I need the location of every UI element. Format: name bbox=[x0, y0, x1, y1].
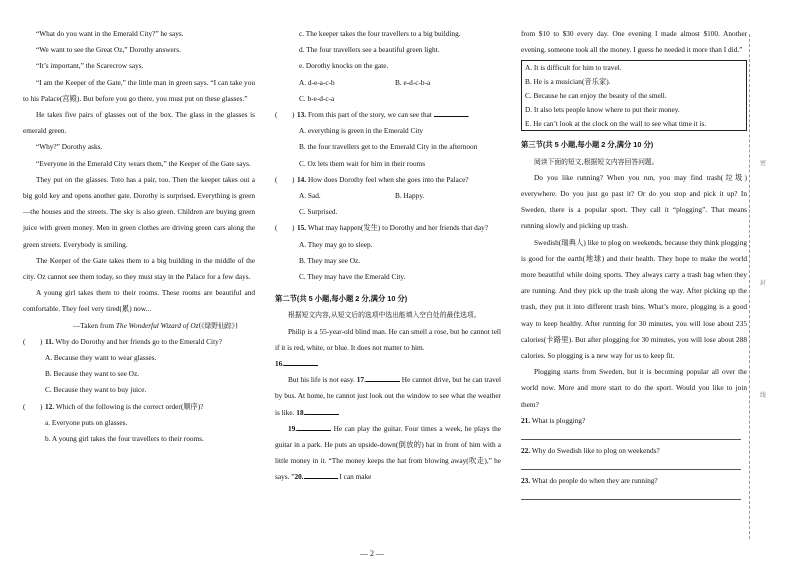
answer-paren[interactable]: ( ) bbox=[23, 401, 43, 411]
passage-paragraph: But his life is not easy. 17. He cannot drive, but he can travel by bus. At home, he cannot just look out the window to see what the weather is like. 18. bbox=[275, 375, 501, 417]
option: C. Because they want to buy juice. bbox=[45, 385, 147, 395]
question-15: ( ) 15. What may happen(发生) to Dorothy and her friends that day? bbox=[275, 220, 501, 236]
option: a. Everyone puts on glasses. bbox=[45, 417, 128, 427]
answer-blank[interactable] bbox=[297, 422, 331, 431]
option: b. A young girl takes the four travellers to their rooms. bbox=[45, 434, 204, 444]
column-right bbox=[521, 26, 747, 503]
story-paragraph: A young girl takes them to their rooms. These rooms are beautiful and comfortable. They feel very tired(累) now... bbox=[23, 288, 255, 314]
answer-blank[interactable] bbox=[366, 373, 400, 382]
blank-16: 16. bbox=[275, 356, 501, 372]
answer-blank[interactable] bbox=[304, 470, 338, 479]
reading-paragraph: Swedish(瑞典人) like to plog on weekends, because they think plogging is good for the earth(地球) and their health. They hope to make the world more beautiful while doing sports. They always carry a trash bag when they are running. And they pick up the trash along the way. After picking up the trash, they put it into different trash bins. What’s more, plogging is a good way to keep healthy. After running for 30 minutes, you will lose about 235 calories(卡路里). But after plogging for 30 minutes, you will lose about 288 calories. So plogging is a new way for us to keep fit. bbox=[521, 237, 747, 361]
options-box bbox=[521, 60, 747, 131]
event-item: d. The four travellers see a beautiful green light. bbox=[299, 45, 440, 55]
question-23: 23. What do people do when they are running? bbox=[521, 476, 658, 486]
story-paragraph: The Keeper of the Gate takes them to a big building in the middle of the city. Oz cannot see them today, so they must stay in the Palace for a few days. bbox=[23, 255, 255, 282]
story-source: —Taken from The Wonderful Wizard of Oz(《绿野仙踪》) bbox=[73, 320, 238, 330]
question-22: 22. Why do Swedish like to plog on weekends? bbox=[521, 446, 660, 456]
answer-paren[interactable]: ( ) bbox=[275, 110, 295, 120]
passage-paragraph: from $10 to $30 every day. One evening I made almost $100. Another evening, someone took all the money. I guess he needed it more than I did.” bbox=[521, 29, 747, 55]
event-item: c. The keeper takes the four travellers to a big building. bbox=[299, 29, 461, 38]
story-paragraph: “Everyone in the Emerald City wears them,” the Keeper of the Gate says. bbox=[36, 158, 251, 168]
option: A. Because they want to wear glasses. bbox=[45, 353, 157, 363]
option: A. It is difficult for him to travel. bbox=[525, 63, 622, 73]
story-paragraph: “We want to see the Great Oz,” Dorothy answers. bbox=[36, 45, 181, 55]
question-14: ( ) 14. How does Dorothy feel when she goes into the Palace? bbox=[275, 172, 501, 188]
passage-paragraph: 19. He can play the guitar. Four times a week, he plays the guitar in a park. He puts an upside-down(倒放的) hat in front of him with a little money in it. “The money keeps the hat from blowing away(吹走),” he says. ”20. I can make bbox=[275, 423, 501, 482]
option: B. They may see Oz. bbox=[299, 255, 361, 265]
option-row: A. Sad. B. Happy. bbox=[299, 191, 425, 201]
column-middle bbox=[275, 26, 501, 486]
option: B. the four travellers get to the Emerald City in the afternoon bbox=[299, 142, 478, 152]
section-3-title: 第三节(共 5 小题,每小题 2 分,满分 10 分) bbox=[521, 140, 654, 150]
event-item: e. Dorothy knocks on the gate. bbox=[299, 61, 389, 71]
reading-paragraph: Plogging starts from Sweden, but it is becoming popular all over the world now. More and more start to do the sport. Would you like to join them? bbox=[521, 367, 747, 409]
option: C. Surprised. bbox=[299, 207, 338, 217]
margin-mark: 线 bbox=[760, 392, 767, 399]
option: C. Oz lets them wait for him in their rooms bbox=[299, 158, 426, 168]
option: C. b-e-d-c-a bbox=[299, 93, 335, 103]
question-11: ( ) 11. Why do Dorothy and her friends go to the Emerald City? bbox=[23, 334, 255, 350]
answer-paren[interactable]: ( ) bbox=[275, 174, 295, 184]
answer-line[interactable] bbox=[521, 489, 741, 500]
option: A. They may go to sleep. bbox=[299, 239, 373, 249]
story-paragraph: “I am the Keeper of the Gate,” the little man in green says. “I can take you to his Palace(宫殿). But before you go there, you must put on these glasses.” bbox=[23, 77, 255, 103]
option: C. They may have the Emerald City. bbox=[299, 272, 406, 282]
binding-line bbox=[749, 34, 750, 539]
story-paragraph: They put on the glasses. Toto has a pair, too. Then the keeper takes out a big gold key and opens another gate. Dorothy is surprised. Everything is green—the houses and the streets. The sky is also green. Children are buying green juice with green money. Men in green clothes are driving green cars along the green streets. Everybody is smiling. bbox=[23, 174, 255, 249]
option: B. He is a musician(音乐家). bbox=[525, 77, 611, 87]
question-21: 21. What is plogging? bbox=[521, 415, 586, 425]
story-paragraph: He takes five pairs of glasses out of the box. The glass in the glasses is emerald green. bbox=[23, 110, 255, 136]
story-paragraph: “Why?” Dorothy asks. bbox=[36, 142, 103, 152]
reading-paragraph: Do you like running? When you run, you may find trash(垃圾) everywhere. Do you just go past it? Or do you stop and pick it up? In Sweden, there is a popular sport. They call it “plogging”. That means running slowly and picking up trash. bbox=[521, 172, 747, 231]
margin-mark: 封 bbox=[760, 280, 767, 287]
story-paragraph: “It’s important,” the Scarecrow says. bbox=[36, 61, 144, 71]
margin-mark: 密 bbox=[760, 160, 767, 167]
question-13: ( ) 13. From this part of the story, we can see that . bbox=[275, 107, 501, 123]
passage-paragraph: Philip is a 55-year-old blind man. He can smell a rose, but he cannot tell if it is red, white, or blue. It does not matter to him. bbox=[275, 326, 501, 352]
option: A. everything is green in the Emerald City bbox=[299, 126, 424, 136]
answer-line[interactable] bbox=[521, 459, 741, 470]
page-number: — 2 — bbox=[360, 549, 384, 558]
option: C. Because he can enjoy the beauty of the smell. bbox=[525, 91, 667, 100]
section-2-instructions: 根据短文内容,从短文后的选项中选出能填入空白处的最佳选项。 bbox=[288, 311, 481, 320]
option: D. It also lets people know where to put their money. bbox=[525, 104, 680, 114]
answer-blank[interactable] bbox=[305, 406, 339, 415]
answer-paren[interactable]: ( ) bbox=[275, 223, 295, 233]
column-left bbox=[23, 26, 255, 447]
answer-line[interactable] bbox=[521, 429, 741, 440]
answer-blank[interactable] bbox=[284, 357, 318, 366]
option-row: A. d-e-a-c-b B. e-d-c-b-a bbox=[299, 77, 431, 87]
option: E. He can’t look at the clock on the wall to see what time it is. bbox=[525, 118, 707, 128]
answer-paren[interactable]: ( ) bbox=[23, 336, 43, 346]
answer-blank[interactable] bbox=[434, 108, 468, 117]
section-3-instructions: 阅读下面的短文,根据短文内容回答问题。 bbox=[534, 157, 659, 166]
section-2-title: 第二节(共 5 小题,每小题 2 分,满分 10 分) bbox=[275, 294, 408, 304]
option: B. Because they want to see Oz. bbox=[45, 369, 140, 379]
story-paragraph: “What do you want in the Emerald City?” he says. bbox=[36, 29, 184, 38]
question-12: ( ) 12. Which of the following is the correct order(顺序)? bbox=[23, 399, 255, 415]
